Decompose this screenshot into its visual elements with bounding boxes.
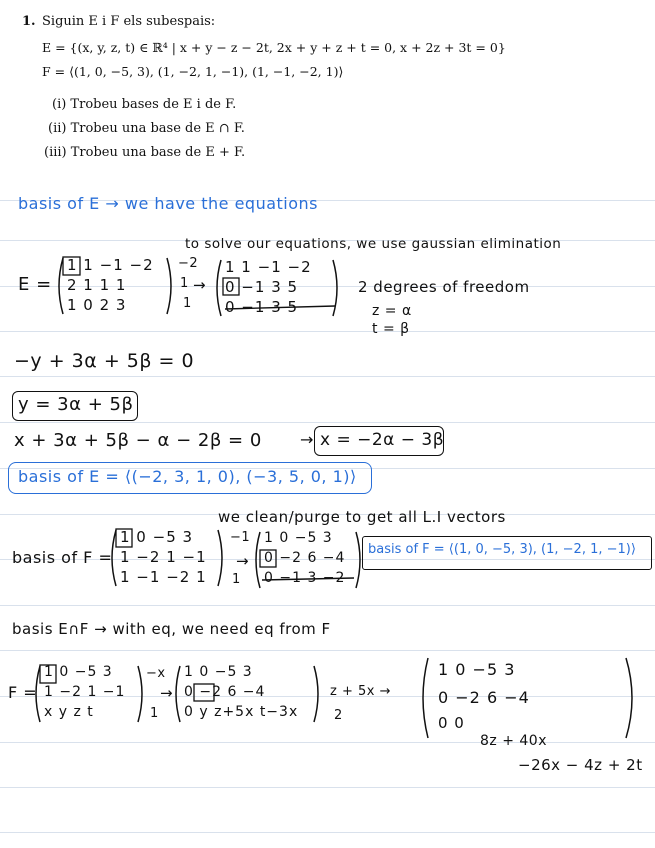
F2-reduced-row-2: 0 −2 6 −4 <box>184 684 266 700</box>
arrow-icon: → <box>160 684 174 702</box>
E-matrix <box>55 256 175 316</box>
F-row-op-1: −1 <box>230 530 251 545</box>
F-matrix-row-3: 1 −1 −2 1 <box>120 568 207 586</box>
arrow-icon: → <box>236 552 250 570</box>
ruled-line <box>0 742 655 743</box>
F-matrix <box>108 528 226 588</box>
F2-matrix <box>32 664 146 724</box>
E-reduced-row-2: 0 −1 3 5 <box>225 278 299 296</box>
F2-matrix-row-1: 1 0 −5 3 <box>44 664 113 680</box>
basis-F-result: basis of F = ⟨(1, 0, −5, 3), (1, −2, 1, −1)⟩ <box>368 542 636 557</box>
E-row-op-3: 1 <box>183 296 192 311</box>
F-reduced-row-1: 1 0 −5 3 <box>264 530 333 546</box>
F2-reduced-row-3: 0 y z+5x t−3x <box>184 704 299 720</box>
arrow-icon: → <box>300 430 314 449</box>
F-label: basis of F = <box>12 548 113 567</box>
problem-number: 1. <box>22 14 36 29</box>
F2-label: F = <box>8 683 38 702</box>
F2-matrix-row-3: x y z t <box>44 704 94 720</box>
E-reduced-row-3: 0 −1 3 5 <box>225 298 299 316</box>
F2-op-2: 2 <box>334 708 343 723</box>
problem-item-2: (ii) Trobeu una base de E ∩ F. <box>48 121 245 136</box>
F2-reduced-matrix <box>172 664 322 724</box>
E-row-op-2: 1 <box>180 276 189 291</box>
F-reduced-row-2: 0 −2 6 −4 <box>264 550 346 566</box>
equation-x: x = −2α − 3β <box>320 430 445 450</box>
F3-extra-1: 8z + 40x <box>480 733 547 749</box>
equation-y: y = 3α + 5β <box>18 394 134 415</box>
F3-matrix <box>418 656 638 740</box>
E-matrix-row-2: 2 1 1 1 <box>67 276 127 294</box>
F-row-op-2: 1 <box>232 572 241 587</box>
F-matrix-row-2: 1 −2 1 −1 <box>120 548 207 566</box>
basis-E-result: basis of E = ⟨(−2, 3, 1, 0), (−3, 5, 0, 1)⟩ <box>18 467 357 486</box>
set-F-definition: F = ⟨(1, 0, −5, 3), (1, −2, 1, −1), (1, −1, −2, 1)⟩ <box>42 64 344 79</box>
ruled-line <box>0 331 655 332</box>
E-row-op-1: −2 <box>178 256 199 271</box>
set-E-definition: E = {(x, y, z, t) ∈ ℝ⁴ | x + y − z − 2t, 2x + y + z + t = 0, x + 2z + 3t = 0} <box>42 40 506 55</box>
F3-extra-2: −26x − 4z + 2t <box>518 756 643 774</box>
F3-row-3: 0 0 <box>438 714 465 732</box>
E-reduced-row-1: 1 1 −1 −2 <box>225 258 312 276</box>
heading-basis-E-intersect-F: basis E∩F → with eq, we need eq from F <box>12 620 331 638</box>
F2-matrix-row-2: 1 −2 1 −1 <box>44 684 126 700</box>
F2-row-op-2: 1 <box>150 706 159 721</box>
arrow-icon: → <box>193 276 207 294</box>
problem-statement <box>0 0 655 175</box>
ruled-line <box>0 787 655 788</box>
E-matrix-row-1: 1 1 −1 −2 <box>67 256 154 274</box>
ruled-line <box>0 605 655 606</box>
equation-2: x + 3α + 5β − α − 2β = 0 <box>14 430 262 451</box>
F-reduced-matrix <box>252 530 364 590</box>
ruled-line <box>0 650 655 651</box>
F3-row-2: 0 −2 6 −4 <box>438 688 530 707</box>
cleanup-note: we clean/purge to get all L.I vectors <box>218 508 506 526</box>
ruled-line <box>0 832 655 833</box>
param-t: t = β <box>372 321 410 337</box>
problem-item-1: (i) Trobeu bases de E i de F. <box>52 97 237 112</box>
heading-basis-E: basis of E → we have the equations <box>18 194 318 213</box>
ruled-line <box>0 422 655 423</box>
problem-intro: Siguin E i F els subespais: <box>42 14 216 29</box>
F3-row-1: 1 0 −5 3 <box>438 660 516 679</box>
E-label: E = <box>18 274 52 295</box>
equation-1: −y + 3α + 5β = 0 <box>14 350 195 372</box>
E-matrix-row-3: 1 0 2 3 <box>67 296 127 314</box>
E-reduced-matrix <box>213 258 341 318</box>
F-matrix-row-1: 1 0 −5 3 <box>120 528 194 546</box>
F2-op-z: z + 5x → <box>330 684 391 699</box>
degrees-of-freedom: 2 degrees of freedom <box>358 278 530 296</box>
F2-row-op-1: −x <box>146 666 166 681</box>
F2-reduced-row-1: 1 0 −5 3 <box>184 664 253 680</box>
param-z: z = α <box>372 303 412 319</box>
gauss-note: to solve our equations, we use gaussian elimination <box>185 236 562 252</box>
ruled-line <box>0 376 655 377</box>
F-reduced-row-3: 0 −1 3 −2 <box>264 570 346 586</box>
problem-item-3: (iii) Trobeu una base de E + F. <box>44 145 246 160</box>
